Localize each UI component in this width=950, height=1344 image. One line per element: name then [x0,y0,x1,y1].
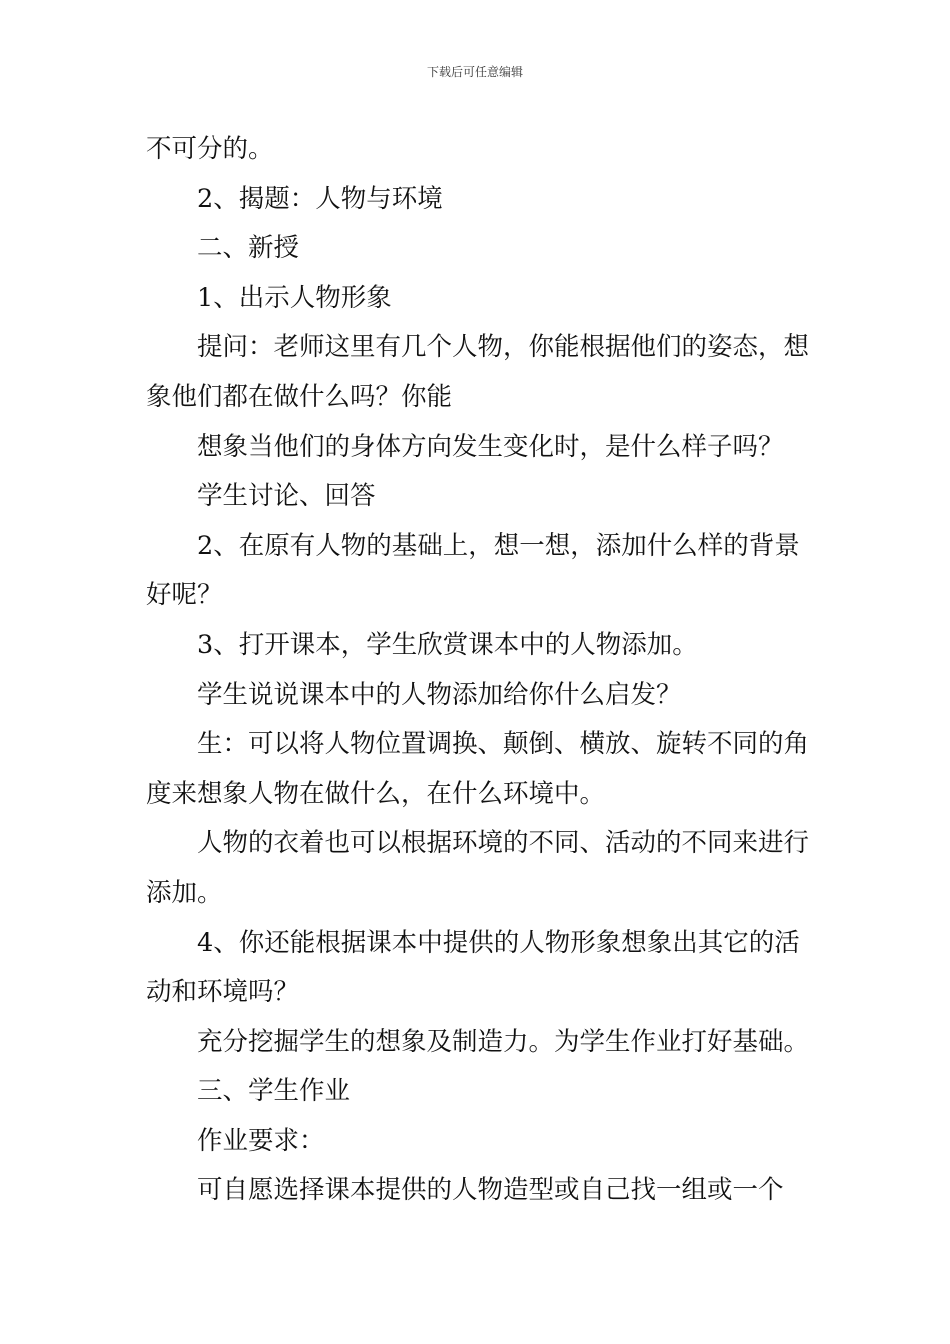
paragraph-10: 学生说说课本中的人物添加给你什么启发？ [197,679,682,710]
paragraph-8: 2、在原有人物的基础上，想一想，添加什么样的背景好呢？ [146,530,800,611]
paragraph-17: 可自愿选择课本提供的人物造型或自己找一组或一个 [197,1175,784,1206]
paragraph-16: 作业要求： [197,1125,325,1156]
paragraph-11: 生：可以将人物位置调换、颠倒、横放、旋转不同的角度来想象人物在做什么，在什么环境中。 [146,729,810,809]
paragraph-14: 充分挖掘学生的想象及制造力。为学生作业打好基础。 [197,1026,810,1057]
paragraph-4: 1、出示人物形象 [197,282,392,313]
paragraph-6: 想象当他们的身体方向发生变化时，是什么样子吗？ [197,431,784,462]
paragraph-2: 2、揭题：人物与环境 [197,183,443,214]
paragraph-1: 不可分的。 [146,134,274,164]
paragraph-15: 三、学生作业 [197,1076,351,1107]
paragraph-13: 4、你还能根据课本中提供的人物形象想象出其它的活动和环境吗？ [146,927,800,1008]
paragraph-12: 人物的衣着也可以根据环境的不同、活动的不同来进行添加。 [146,828,810,908]
paragraph-3: 二、新授 [197,233,300,264]
page-header-note: 下载后可任意编辑 [426,65,523,79]
paragraph-5: 提问：老师这里有几个人物，你能根据他们的姿态，想象他们都在做什么吗？你能 [146,332,810,412]
paragraph-7: 学生讨论、回答 [197,481,376,512]
paragraph-9: 3、打开课本，学生欣赏课本中的人物添加。 [197,629,698,660]
document-body [146,125,811,1216]
